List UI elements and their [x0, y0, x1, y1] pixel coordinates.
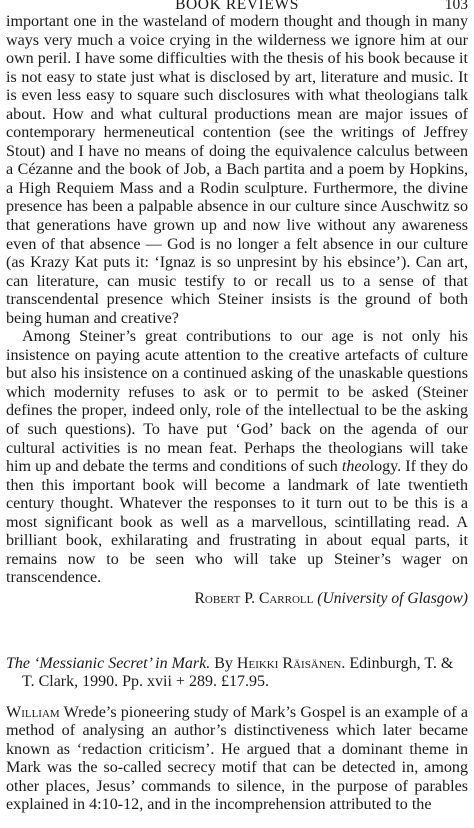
lead-word: William: [6, 703, 60, 721]
book-review-page: [6, 0, 468, 828]
reviewer-name: Robert P. Carroll: [194, 589, 314, 607]
reviewer-signature: [6, 590, 468, 609]
paragraph-2-text-b: logy. If they do then this important book will become a landmark of late twentieth century thought. Whatever the responses to it turn out to be this is a most significant book as well as a marvellous, scintillating read. A brilliant book, exhilarating and frustrating in about equal parts, it remains now to be seen who will take up Steiner’s wager on transcendence.: [6, 458, 468, 587]
review-2-body: Wrede’s pioneering study of Mark’s Gospel is an example of a method of analysing an author’s distinctiveness which later became known as ‘redaction criticism’. He argued that a dominant theme in Mark was the so-called secrecy motif that can be detected in, among other places, Jesus’ commands to silence, in the purpose of parables explained in 4:10-12, and in the incomprehension attributed to the: [6, 703, 469, 814]
by-word: By: [214, 654, 233, 672]
review-paragraph-2: [6, 328, 468, 588]
book-author: Heikki Räisänen.: [236, 654, 346, 672]
paragraph-2-text-a: Among Steiner’s great contributions to our age is not only his insistence on paying acute attention to the creative artefacts of culture but also his insistence on a continued asking of the unaskable questions which modernity refuses to ask or to permit to be asked (Steiner defines the proper, indeed only, role of the intellectual to be the asking of such questions). To have put ‘God’ back on the agenda of our cultural activities is no mean feat. Perhaps the theologians will take him up and debate the terms and conditions of such: [6, 328, 468, 476]
review-heading-messianic-secret: [6, 655, 468, 692]
reviewer-affiliation: (University of Glasgow): [317, 589, 468, 607]
book-title: The ‘Messianic Secret’ in Mark.: [6, 654, 211, 672]
publication-details: Edinburgh, T. & T. Clark, 1990. Pp. xvii + 289. £17.95.: [22, 654, 454, 690]
running-title: BOOK REVIEWS: [175, 0, 299, 13]
review-steiner: [6, 13, 468, 609]
review-2-paragraph-1: [6, 704, 468, 815]
page-number: 103: [444, 0, 468, 13]
review-messianic-secret: [6, 704, 468, 815]
review-paragraph-1: important one in the wasteland of modern thought and though in many ways very much a voice crying in the wilderness we ignore him at our own peril. I have some difficulties with the thesis of his book because it is not easy to state just what is disclosed by art, literature and music. It is even less easy to square such disclosures with what theologians talk about. How and what cultural productions mean are major issues of contemporary hermeneutical contention (see the writings of Jeffrey Stout) and I have no means of doing the equivalence calculus between a Cézanne and the book of Job, a Bach partita and a poem by Hopkins, a High Requiem Mass and a Rodin sculpture. Furthermore, the divine presence has been a palpable absence in our culture since Auschwitz so that generations have grown up and now live without any awareness even of that absence — God is no longer a felt absence in our culture (as Krazy Kat puts it: ‘Ignaz is so unpresint by his ebsince’). Can art, can literature, can music testify to or recall us to a sense of that transcendental presence which Steiner insists is the ground of both being human and creative?: [6, 13, 468, 327]
running-head: [6, 0, 468, 13]
paragraph-2-italic-word: theo: [341, 458, 370, 476]
